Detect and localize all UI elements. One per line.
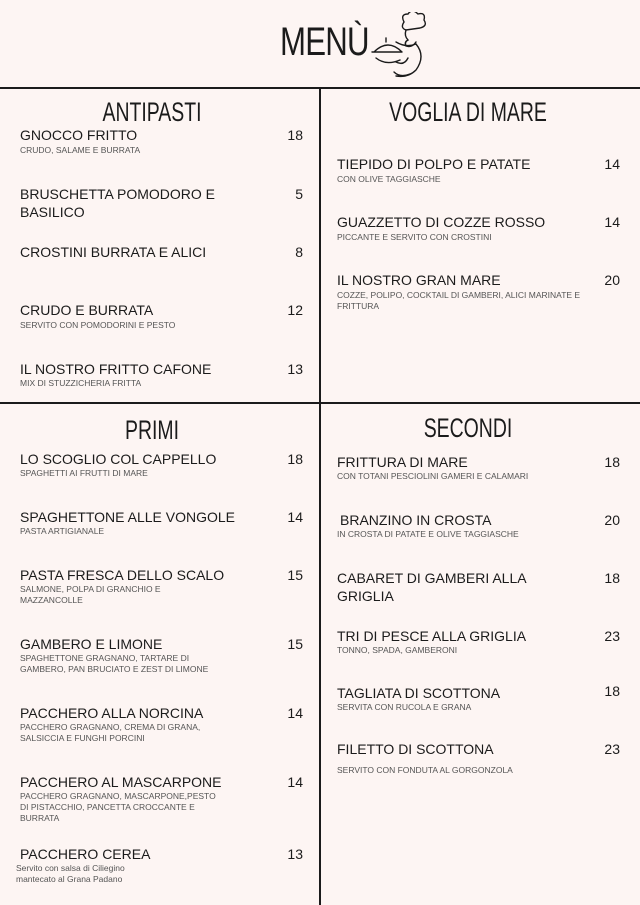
menu-item-desc: PACCHERO GRAGNANO, MASCARPONE,PESTO DI PISTACCHIO, PANCETTA CROCCANTE E BURRATA: [20, 791, 216, 823]
menu-item-desc: Servito con salsa di Ciliegino mantecato al Grana Padano: [16, 863, 125, 884]
menu-item-name: PACCHERO AL MASCARPONE: [20, 774, 222, 790]
menu-item-price: 20: [604, 512, 620, 528]
menu-item-name: TAGLIATA DI SCOTTONA: [337, 685, 501, 701]
menu-item-desc: MIX DI STUZZICHERIA FRITTA: [20, 378, 142, 388]
menu-item-price: 14: [287, 705, 303, 721]
menu-item-desc: IN CROSTA DI PATATE E OLIVE TAGGIASCHE: [337, 529, 519, 539]
menu-item-price: 14: [287, 509, 303, 525]
divider-vertical: [319, 87, 321, 905]
menu-item-desc: CRUDO, SALAME E BURRATA: [20, 145, 141, 155]
section-title-mare: VOGLIA DI MARE: [389, 97, 547, 127]
menu-item-desc: SPAGHETTONE GRAGNANO, TARTARE DI GAMBERO, PAN BRUCIATO E ZEST DI LIMONE: [20, 653, 209, 674]
menu-item-name: BRUSCHETTA POMODORO E BASILICO: [20, 186, 215, 220]
section-title-secondi: SECONDI: [423, 413, 513, 443]
menu-item-desc: CON TOTANI PESCIOLINI GAMERI E CALAMARI: [337, 471, 529, 481]
menu-item-name: CROSTINI BURRATA E ALICI: [20, 244, 207, 260]
menu-item-desc: TONNO, SPADA, GAMBERONI: [337, 645, 458, 655]
menu-item-price: 13: [287, 361, 303, 377]
menu-item-desc: COZZE, POLIPO, COCKTAIL DI GAMBERI, ALICI MARINATE E FRITTURA: [337, 290, 581, 311]
menu-item-price: 18: [604, 454, 620, 470]
menu-item-price: 14: [287, 774, 303, 790]
menu-item-name: GAMBERO E LIMONE: [20, 636, 163, 652]
menu-item-price: 15: [287, 567, 303, 583]
menu-item-name: PACCHERO ALLA NORCINA: [20, 705, 204, 721]
menu-item-price: 23: [604, 741, 620, 757]
menu-item-name: FILETTO DI SCOTTONA: [337, 741, 494, 757]
menu-item-desc: SERVITO CON POMODORINI E PESTO: [20, 320, 176, 330]
section-title-primi: PRIMI: [124, 415, 179, 445]
menu-item-price: 23: [604, 628, 620, 644]
menu-item-desc: PASTA ARTIGIANALE: [20, 526, 105, 536]
chef-icon: [366, 12, 432, 80]
menu-item-desc: PICCANTE E SERVITO CON CROSTINI: [337, 232, 492, 242]
menu-item-name: TRI DI PESCE ALLA GRIGLIA: [337, 628, 527, 644]
menu-item-name: SPAGHETTONE ALLE VONGOLE: [20, 509, 235, 525]
menu-item-desc: SERVITO CON FONDUTA AL GORGONZOLA: [337, 765, 513, 775]
menu-item-price: 13: [287, 846, 303, 862]
menu-item-name: PACCHERO CEREA: [20, 846, 151, 862]
menu-item-name: IL NOSTRO GRAN MARE: [337, 272, 501, 288]
menu-item-price: 18: [287, 451, 303, 467]
menu-item-desc: SPAGHETTI AI FRUTTI DI MARE: [20, 468, 148, 478]
menu-item-name: LO SCOGLIO COL CAPPELLO: [20, 451, 217, 467]
menu-item-price: 15: [287, 636, 303, 652]
menu-item-name: GNOCCO FRITTO: [20, 127, 138, 143]
menu-item-name: BRANZINO IN CROSTA: [340, 512, 492, 528]
menu-item-price: 5: [295, 186, 303, 202]
menu-item-price: 20: [604, 272, 620, 288]
menu-item-desc: SERVITA CON RUCOLA E GRANA: [337, 702, 472, 712]
menu-item-price: 18: [287, 127, 303, 143]
menu-item-name: IL NOSTRO FRITTO CAFONE: [20, 361, 212, 377]
menu-item-price: 12: [287, 302, 303, 318]
menu-item-price: 18: [604, 570, 620, 586]
menu-item-name: FRITTURA DI MARE: [337, 454, 468, 470]
section-title-antipasti: ANTIPASTI: [102, 97, 202, 127]
menu-item-desc: PACCHERO GRAGNANO, CREMA DI GRANA, SALSICCIA E FUNGHI PORCINI: [20, 722, 201, 743]
menu-title: MENÙ: [280, 20, 369, 64]
menu-item-desc: SALMONE, POLPA DI GRANCHIO E MAZZANCOLLE: [20, 584, 161, 605]
menu-item-desc: CON OLIVE TAGGIASCHE: [337, 174, 441, 184]
menu-item-price: 18: [604, 683, 620, 699]
menu-item-price: 8: [295, 244, 303, 260]
menu-item-price: 14: [604, 214, 620, 230]
menu-item-name: TIEPIDO DI POLPO E PATATE: [337, 156, 531, 172]
menu-item-price: 14: [604, 156, 620, 172]
menu-item-name: PASTA FRESCA DELLO SCALO: [20, 567, 225, 583]
menu-item-name: GUAZZETTO DI COZZE ROSSO: [337, 214, 546, 230]
menu-item-name: CABARET DI GAMBERI ALLA GRIGLIA: [337, 570, 526, 604]
menu-item-name: CRUDO E BURRATA: [20, 302, 154, 318]
